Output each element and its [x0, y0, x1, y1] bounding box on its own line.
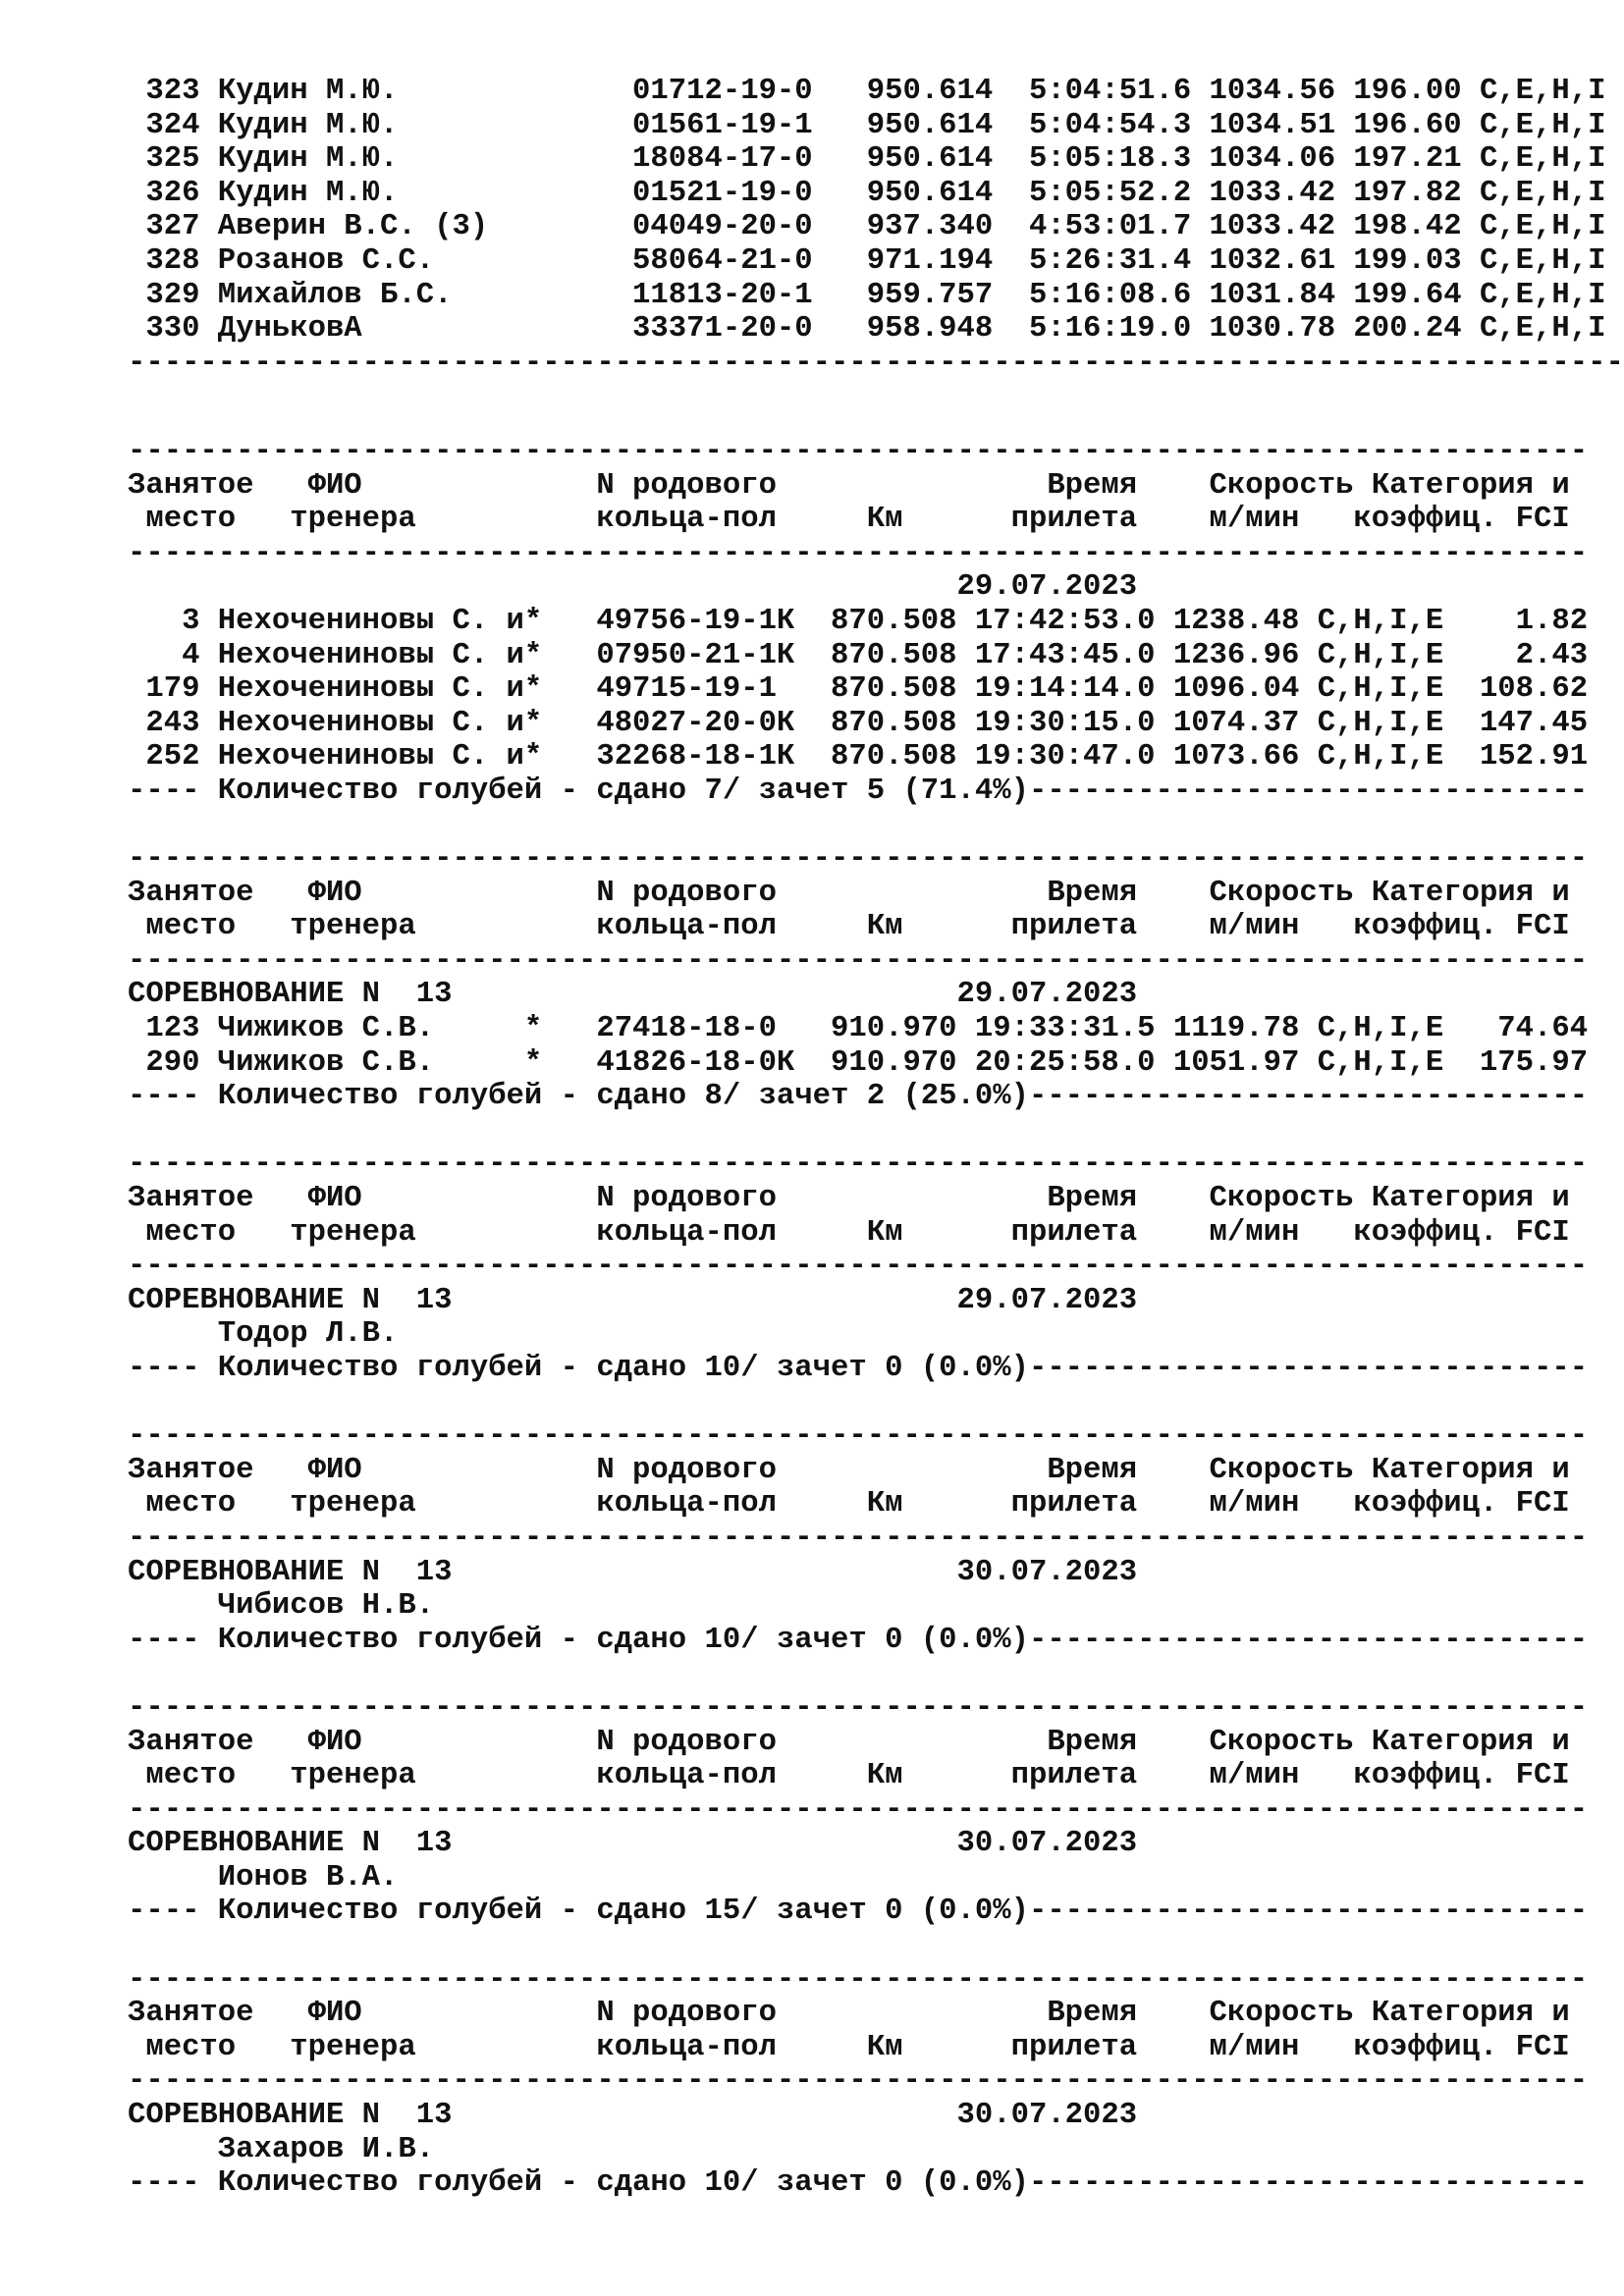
column-header-line-2: место тренера кольца-пол Км прилета м/мин коэффиц. FCI: [128, 503, 1570, 537]
divider: ---------------------------------------------------------------------------------: [128, 1792, 1589, 1827]
column-header-line-1: Занятое ФИО N родового Время Скорость Категория и: [128, 1997, 1570, 2031]
divider: ---------------------------------------------------------------------------------: [128, 1690, 1589, 1725]
result-row: 290 Чижиков С.В. * 41826-18-0К 910.970 20:25:58.0 1051.97 C,H,I,E 175.97: [128, 1045, 1589, 1080]
section-title: 29.07.2023: [128, 570, 1138, 605]
section-summary: ---- Количество голубей - сдано 15/ зачет 0 (0.0%)-------------------------------: [128, 1895, 1589, 1929]
trainer-name: Ионов В.А.: [128, 1860, 399, 1895]
result-section: [128, 1148, 1600, 1385]
column-header-line-1: Занятое ФИО N родового Время Скорость Категория и: [128, 1182, 1570, 1215]
section-title: СОРЕВНОВАНИЕ N 13 30.07.2023: [128, 1555, 1138, 1589]
column-header-line-1: Занятое ФИО N родового Время Скорость Категория и: [128, 1725, 1570, 1759]
result-section: [128, 1963, 1600, 2201]
result-section: [128, 842, 1600, 1114]
trainer-name: Чибисов Н.В.: [128, 1589, 435, 1624]
result-section: [128, 435, 1600, 809]
column-header-line-2: место тренера кольца-пол Км прилета м/мин коэффиц. FCI: [128, 1215, 1570, 1250]
result-section: [128, 1419, 1600, 1657]
column-header-line-2: место тренера кольца-пол Км прилета м/мин коэффиц. FCI: [128, 2030, 1570, 2064]
section-title: СОРЕВНОВАНИЕ N 13 30.07.2023: [128, 2099, 1138, 2133]
result-row: 329 Михайлов Б.С. 11813-20-1 959.757 5:16:08.6 1031.84 199.64 C,E,H,I: [128, 278, 1606, 312]
divider: ---------------------------------------------------------------------------------: [128, 1521, 1589, 1555]
result-row: 326 Кудин М.Ю. 01521-19-0 950.614 5:05:52.2 1033.42 197.82 C,E,H,I: [128, 176, 1606, 210]
divider: ---------------------------------------------------------------------------------: [128, 2064, 1589, 2099]
divider: ---------------------------------------------------------------------------------: [128, 1419, 1589, 1454]
column-header-line-2: место тренера кольца-пол Км прилета м/мин коэффиц. FCI: [128, 1759, 1570, 1793]
divider: ---------------------------------------------------------------------------------: [128, 536, 1589, 570]
section-title: СОРЕВНОВАНИЕ N 13 29.07.2023: [128, 978, 1138, 1012]
divider: -----------------------------------------------------------------------------------: [128, 346, 1624, 380]
column-header-line-2: место тренера кольца-пол Км прилета м/мин коэффиц. FCI: [128, 910, 1570, 944]
result-row: 330 ДуньковА 33371-20-0 958.948 5:16:19.0 1030.78 200.24 C,E,H,I: [128, 312, 1606, 347]
result-row: 325 Кудин М.Ю. 18084-17-0 950.614 5:05:18.3 1034.06 197.21 C,E,H,I: [128, 142, 1606, 177]
divider: ---------------------------------------------------------------------------------: [128, 1250, 1589, 1284]
column-header-line-2: место тренера кольца-пол Км прилета м/мин коэффиц. FCI: [128, 1487, 1570, 1522]
race-results-document: [128, 75, 1624, 2201]
result-row: 324 Кудин М.Ю. 01561-19-1 950.614 5:04:54.3 1034.51 196.60 C,E,H,I: [128, 108, 1606, 142]
trainer-name: Тодор Л.В.: [128, 1317, 399, 1352]
divider: ---------------------------------------------------------------------------------: [128, 1148, 1589, 1182]
result-row: 4 Нехочениновы С. и* 07950-21-1К 870.508 17:43:45.0 1236.96 C,H,I,E 2.43: [128, 638, 1589, 672]
column-header-line-1: Занятое ФИО N родового Время Скорость Категория и: [128, 1453, 1570, 1487]
divider: ---------------------------------------------------------------------------------: [128, 842, 1589, 877]
result-row: 328 Розанов С.С. 58064-21-0 971.194 5:26:31.4 1032.61 199.03 C,E,H,I: [128, 243, 1606, 278]
result-row: 3 Нехочениновы С. и* 49756-19-1К 870.508 17:42:53.0 1238.48 C,H,I,E 1.82: [128, 604, 1589, 638]
result-row: 123 Чижиков С.В. * 27418-18-0 910.970 19:33:31.5 1119.78 C,H,I,E 74.64: [128, 1012, 1589, 1046]
divider: ---------------------------------------------------------------------------------: [128, 943, 1589, 978]
divider: ---------------------------------------------------------------------------------: [128, 434, 1589, 468]
column-header-line-1: Занятое ФИО N родового Время Скорость Категория и: [128, 468, 1570, 503]
top-results-block: [128, 75, 1624, 380]
section-summary: ---- Количество голубей - сдано 10/ зачет 0 (0.0%)-------------------------------: [128, 2166, 1589, 2201]
result-section: [128, 1691, 1600, 1929]
result-row: 323 Кудин М.Ю. 01712-19-0 950.614 5:04:51.6 1034.56 196.00 C,E,H,I: [128, 75, 1606, 108]
result-row: 252 Нехочениновы С. и* 32268-18-1К 870.508 19:30:47.0 1073.66 C,H,I,E 152.91: [128, 740, 1589, 774]
section-title: СОРЕВНОВАНИЕ N 13 29.07.2023: [128, 1283, 1138, 1317]
section-summary: ---- Количество голубей - сдано 8/ зачет 2 (25.0%)-------------------------------: [128, 1080, 1589, 1114]
column-header-line-1: Занятое ФИО N родового Время Скорость Категория и: [128, 876, 1570, 910]
result-row: 327 Аверин В.С. (3) 04049-20-0 937.340 4:53:01.7 1033.42 198.42 C,E,H,I: [128, 210, 1606, 244]
section-title: СОРЕВНОВАНИЕ N 13 30.07.2023: [128, 1827, 1138, 1861]
section-summary: ---- Количество голубей - сдано 10/ зачет 0 (0.0%)-------------------------------: [128, 1623, 1589, 1657]
trainer-name: Захаров И.В.: [128, 2132, 435, 2166]
section-summary: ---- Количество голубей - сдано 7/ зачет 5 (71.4%)-------------------------------: [128, 774, 1589, 808]
divider: ---------------------------------------------------------------------------------: [128, 1962, 1589, 1997]
section-summary: ---- Количество голубей - сдано 10/ зачет 0 (0.0%)-------------------------------: [128, 1351, 1589, 1385]
result-row: 243 Нехочениновы С. и* 48027-20-0К 870.508 19:30:15.0 1074.37 C,H,I,E 147.45: [128, 706, 1589, 740]
result-row: 179 Нехочениновы С. и* 49715-19-1 870.508 19:14:14.0 1096.04 C,H,I,E 108.62: [128, 672, 1589, 707]
